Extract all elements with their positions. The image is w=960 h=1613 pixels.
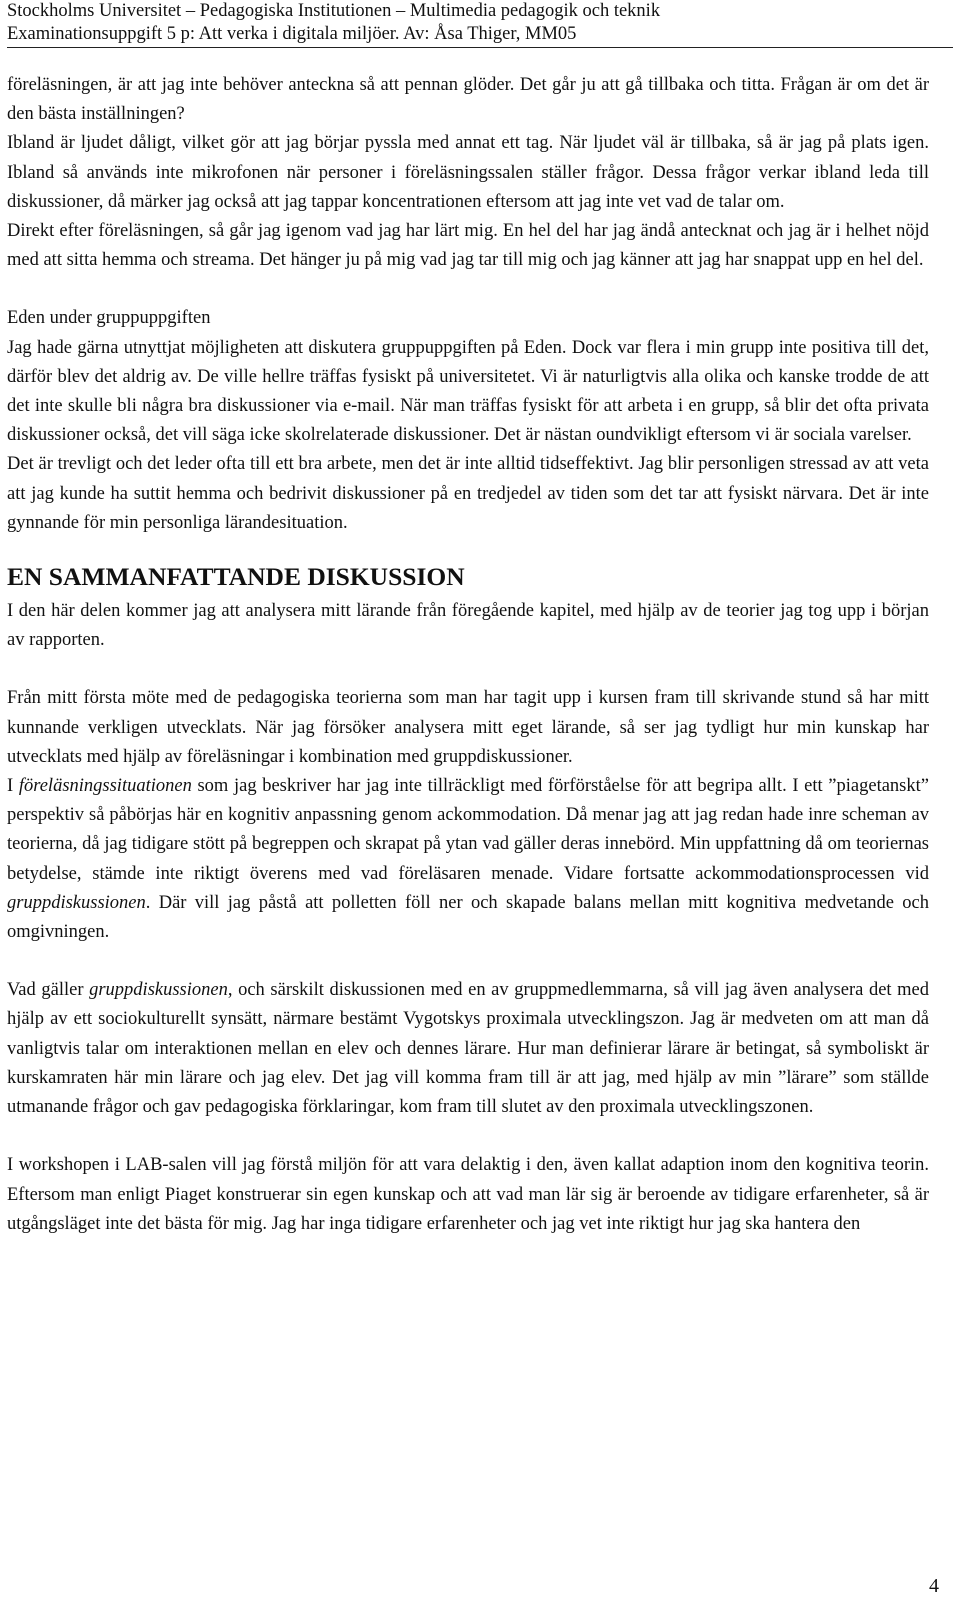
emphasis-group-discussion-2: gruppdiskussionen (89, 980, 228, 1001)
paragraph-lecture-analysis (7, 772, 929, 947)
paragraph-eden-group: Jag hade gärna utnyttjat möjligheten att diskutera gruppuppgiften på Eden. Dock var flera i min grupp inte positiva till det, därför blev det aldrig av. De ville hellre träffas fysiskt på universitetet. Vi är naturligtvis alla olika och kanske trodde de att det inte skulle bli några bra diskussioner via e-mail. När man träffas fysiskt för att arbeta i en grupp, så blir det ofta privata diskussioner också, det vill säga icke skolrelaterade diskussioner. Det är nästan oundvikligt eftersom vi är sociala varelser. (7, 337, 929, 446)
emphasis-lecture-situation: föreläsningssituationen (18, 776, 192, 797)
paragraph-time-efficiency: Det är trevligt och det leder ofta till ett bra arbete, men det är inte alltid tidseffektivt. Jag blir personligen stressad av att veta att jag kunde ha suttit hemma och bedrivit diskussioner på en tredjedel av tiden som det tar att fysiskt närvara. Det är inte gynnande för min personliga lärandesituation. (7, 454, 929, 533)
paragraph-after-lecture: Direkt efter föreläsningen, så går jag igenom vad jag har lärt mig. En hel del har jag ändå antecknat och jag är i helhet nöjd med att sitta hemma och streama. Det hänger ju på mig vad jag tar till mig och jag känner att jag har snappat upp en hel del. (7, 221, 929, 271)
emphasis-group-discussion: gruppdiskussionen (7, 892, 146, 913)
paragraph-lecture-text-a: I (7, 776, 19, 797)
paragraph-vygotsky-text-a: Vad gäller (7, 980, 90, 1001)
paragraph-workshop-lab: I workshopen i LAB-salen vill jag förstå miljön för att vara delaktig i den, även kallat adaption inom den kognitiva teorin. Eftersom man enligt Piaget konstruerar sin egen kunskap och att vad man lär sig är beroende av tidigare erfarenheter, så är utgångsläget inte det bästa för mig. Jag har inga tidigare erfarenheter och jag vet inte riktigt hur jag ska hantera den (7, 1155, 929, 1234)
paragraph-analysis-intro: I den här delen kommer jag att analysera mitt lärande från föregående kapitel, med hjälp av de teorier jag tog upp i början av rapporten. (7, 601, 929, 651)
paragraph-stream-note: föreläsningen, är att jag inte behöver anteckna så att pennan glöder. Det går ju att gå tillbaka och titta. Frågan är om det är den bästa inställningen? (7, 75, 929, 125)
header-institution-line: Stockholms Universitet – Pedagogiska Institutionen – Multimedia pedagogik och teknik (7, 1, 661, 21)
header-divider (7, 47, 953, 48)
paragraph-audio-quality: Ibland är ljudet dåligt, vilket gör att jag börjar pyssla med annat ett tag. När ljudet väl är tillbaka, så är jag på plats igen. Ibland så används inte mikrofonen när personer i föreläsningssalen ställer frågor. Dessa frågor verkar ibland leda till diskussioner, då märker jag också att jag tappar koncentrationen eftersom att jag inte vet vad de talar om. (7, 133, 929, 212)
paragraph-learning-development: Från mitt första möte med de pedagogiska teorierna som man har tagit upp i kursen fram till skrivande stund så har mitt kunnande verkligen utvecklats. När jag försöker analysera mitt eget lärande, så ser jag tydligt hur min kunskap har utvecklats med hjälp av föreläsningar i kombination med gruppdiskussioner. (7, 688, 929, 767)
paragraph-lecture-text-b: som jag beskriver har jag inte tillräckligt med förförståelse för att begripa allt. I ett ”piagetanskt” perspektiv så påbörjas här en kognitiv anpassning genom ackommodation. Då menar jag att jag redan hade inre scheman av teorierna, då jag tidigare stött på begreppen och skrapat på ytan vad gäller deras innebörd. Min uppfattning då om teoriernas betydelse, stämde inte riktigt överens med vad föreläsaren menade. Vidare fortsatte ackommodationsprocessen vid (7, 776, 929, 884)
document-body (7, 71, 929, 1239)
page-header (7, 0, 953, 46)
paragraph-vygotsky-analysis (7, 976, 929, 1122)
paragraph-lecture-text-c: . Där vill jag påstå att polletten föll ner och skapade balans mellan mitt kognitiva medvetande och omgivningen. (7, 892, 929, 943)
section-heading-summary: EN SAMMANFATTANDE DISKUSSION (7, 562, 465, 592)
paragraph-vygotsky-text-b: , och särskilt diskussionen med en av gruppmedlemmarna, så vill jag även analysera det med hjälp av ett sociokulturellt synsätt, närmare bestämt Vygotskys proximala utvecklingszon. Jag är medveten om att man då vanligtvis talar om interaktionen mellan en elev och dennes lärare. Hur man definierar lärare är betingat, så symboliskt är kurskamraten här min lärare och jag elev. Det jag vill komma fram till är att jag, med hjälp av min ”lärare” som ställde utmanande frågor och gav pedagogiska förklaringar, kom fram till slutet av den proximala utvecklingszonen. (7, 980, 930, 1118)
subheading-eden: Eden under gruppuppgiften (7, 308, 211, 329)
header-assignment-line: Examinationsuppgift 5 p: Att verka i digitala miljöer. Av: Åsa Thiger, MM05 (7, 24, 577, 44)
page-number: 4 (929, 1575, 939, 1597)
